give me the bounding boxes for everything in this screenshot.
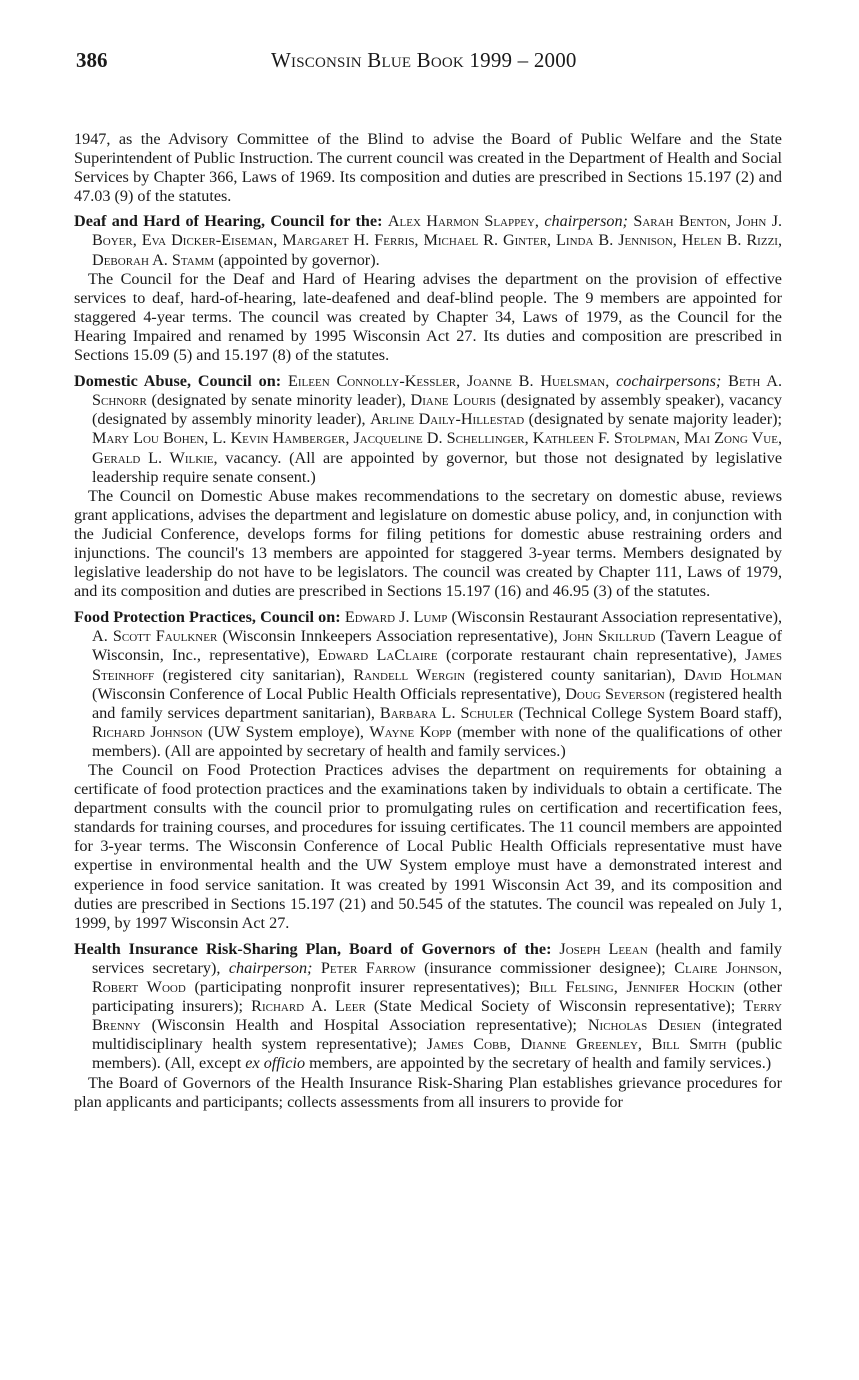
member-name: Beth A. Schnorr	[92, 372, 783, 410]
member-name: Richard A. Leer	[251, 997, 366, 1016]
member-note: members, are appointed by the secretary of health and family services.)	[309, 1054, 772, 1073]
member-name: David Holman	[683, 665, 783, 684]
member-note: (registered county sanitarian),	[473, 665, 676, 684]
member-note: (UW System employe),	[208, 722, 364, 741]
member-name: Doug Severson	[565, 684, 665, 703]
member-note: (Wisconsin Health and Hospital Association representative);	[151, 1016, 577, 1035]
member-note: (insurance commissioner designee);	[424, 958, 666, 977]
member-note: (designated by senate majority leader);	[528, 410, 783, 429]
member-name: Edward J. Lump	[344, 608, 448, 627]
page-body	[74, 130, 782, 1119]
chair-role: cochairpersons;	[616, 372, 722, 391]
member-name: Wayne Kopp	[369, 722, 452, 741]
member-note: (health and family services secretary),	[92, 939, 782, 977]
member-note: (Technical College System Board staff),	[518, 703, 783, 722]
entry-health-insurance	[74, 940, 782, 1074]
page-number: 386	[76, 48, 108, 72]
member-note: vacancy. (All are appointed by governor, but those not designated by legislative leadership require senate consent.)	[92, 448, 783, 486]
member-note: (Wisconsin Restaurant Association representative),	[451, 608, 783, 627]
entry-domestic-abuse	[74, 372, 782, 487]
health-description: The Board of Governors of the Health Insurance Risk-Sharing Plan establishes grievance procedures for plan applicants and participants; collects assessments from all insurers to provide for	[74, 1073, 782, 1111]
member-names: Claire Johnson, Robert Wood	[92, 958, 782, 997]
member-note: (State Medical Society of Wisconsin representative);	[373, 997, 736, 1016]
member-names: James Cobb, Dianne Greenley, Bill Smith	[426, 1035, 727, 1054]
entry-heading: Domestic Abuse, Council on:	[74, 372, 282, 391]
chair-role: chairperson;	[544, 212, 628, 231]
member-name: Joseph Leean	[559, 939, 648, 958]
entry-heading: Deaf and Hard of Hearing, Council for the:	[74, 212, 383, 231]
appointment-note: (appointed by governor).	[218, 250, 380, 269]
member-name: Edward LaClaire	[317, 646, 438, 665]
running-head: Wisconsin Blue Book 1999 – 2000	[271, 48, 577, 72]
member-name: James Steinhoff	[92, 646, 783, 684]
member-note: (Wisconsin Conference of Local Public Health Officials representative),	[92, 684, 561, 703]
member-name: Nicholas Desien	[587, 1016, 701, 1035]
member-note: (integrated multidisciplinary health system representative);	[92, 1016, 783, 1054]
member-note: (public members). (All, except	[92, 1035, 783, 1073]
member-names: Sarah Benton, John J. Boyer, Eva Dicker-Eiseman, Margaret H. Ferris, Michael R. Ginter, Linda B. Jennison, Helen B. Rizzi, Deborah A. Stamm	[92, 212, 783, 269]
member-name: Peter Farrow	[320, 958, 416, 977]
member-note: (registered health and family services department sanitarian),	[92, 684, 783, 722]
deaf-description: The Council for the Deaf and Hard of Hearing advises the department on the provision of effective services to deaf, hard-of-hearing, late-deafened and deaf-blind people. The 9 members are appointed for staggered 4-year terms. The council was created by Chapter 34, Laws of 1979, as the Council for the Hearing Impaired and renamed by 1995 Wisconsin Act 27. Its duties and composition are prescribed in Sections 15.09 (5) and 15.197 (8) of the statutes.	[74, 269, 782, 365]
chair-role: chairperson;	[228, 958, 313, 977]
entry-heading: Food Protection Practices, Council on:	[74, 608, 341, 627]
member-names: Mary Lou Bohen, L. Kevin Hamberger, Jacqueline D. Schellinger, Kathleen F. Stolpman, Mai Zong Vue, Gerald L. Wilkie,	[92, 429, 782, 467]
member-name: A. Scott Faulkner	[92, 627, 218, 646]
member-name: John Skillrud	[562, 627, 656, 646]
entry-food-protection	[74, 608, 782, 761]
entry-heading: Health Insurance Risk-Sharing Plan, Board of Governors of the:	[74, 939, 552, 958]
member-name: Barbara L. Schuler	[379, 703, 514, 722]
entry-deaf-hard-of-hearing	[74, 212, 782, 269]
member-name: Richard Johnson	[92, 722, 203, 741]
member-names: Bill Felsing, Jennifer Hockin	[528, 978, 735, 997]
member-note: (Tavern League of Wisconsin, Inc., representative),	[92, 627, 783, 665]
member-name: Arline Daily-Hillestad	[370, 410, 525, 429]
member-name: Terry Brenny	[92, 997, 782, 1035]
page-header	[76, 44, 783, 80]
member-note: (other participating insurers);	[92, 978, 783, 1016]
member-name: Randell Wergin	[353, 665, 466, 684]
member-note: (registered city sanitarian),	[162, 665, 345, 684]
chair-name: Alex Harmon Slappey,	[387, 212, 539, 231]
member-note: (designated by assembly speaker), vacancy (designated by assembly minority leader),	[92, 391, 783, 429]
member-note: (member with none of the qualifications of other members). (All are appointed by secretary of health and family services.)	[92, 722, 783, 760]
member-note: (Wisconsin Innkeepers Association representative),	[222, 627, 558, 646]
member-note: (participating nonprofit insurer representatives);	[194, 978, 521, 997]
food-description: The Council on Food Protection Practices advises the department on requirements for obtaining a certificate of food protection practices and the examinations taken by individuals to obtain a certificate. The department consults with the council prior to promulgating rules on certification and recertification fees, standards for training courses, and procedures for issuing certificates. The 11 council members are appointed for 3-year terms. The Wisconsin Conference of Local Public Health Officials representative must have expertise in environmental health and the UW System employe must have a demonstrated interest and experience in food service sanitation. It was created by 1991 Wisconsin Act 39, and its composition and duties are prescribed in Sections 15.197 (21) and 50.545 of the statutes. The council was repealed on July 1, 1999, by 1997 Wisconsin Act 27.	[74, 761, 782, 932]
member-note: (designated by senate minority leader),	[151, 391, 406, 410]
chair-names: Eileen Connolly-Kessler, Joanne B. Huelsman,	[287, 372, 610, 391]
intro-paragraph: 1947, as the Advisory Committee of the Blind to advise the Board of Public Welfare and the State Superintendent of Public Instruction. The current council was created in the Department of Health and Social Services by Chapter 366, Laws of 1969. Its composition and duties are prescribed in Sections 15.197 (2) and 47.03 (9) of the statutes.	[74, 130, 782, 206]
member-note: (corporate restaurant chain representative),	[445, 646, 737, 665]
domestic-description: The Council on Domestic Abuse makes recommendations to the secretary on domestic abuse, reviews grant applications, advises the department and legislature on domestic abuse policy, and, in conjunction with the Judicial Conference, develops forms for filing petitions for domestic abuse restraining orders and injunctions. The council's 13 members are appointed for staggered 3-year terms. Members designated by legislative leadership do not have to be legislators. The council was created by Chapter 111, Laws of 1979, and its composition and duties are prescribed in Sections 15.197 (16) and 46.95 (3) of the statutes.	[74, 486, 782, 601]
ex-officio-term: ex officio	[245, 1054, 306, 1073]
member-name: Diane Louris	[410, 391, 497, 410]
